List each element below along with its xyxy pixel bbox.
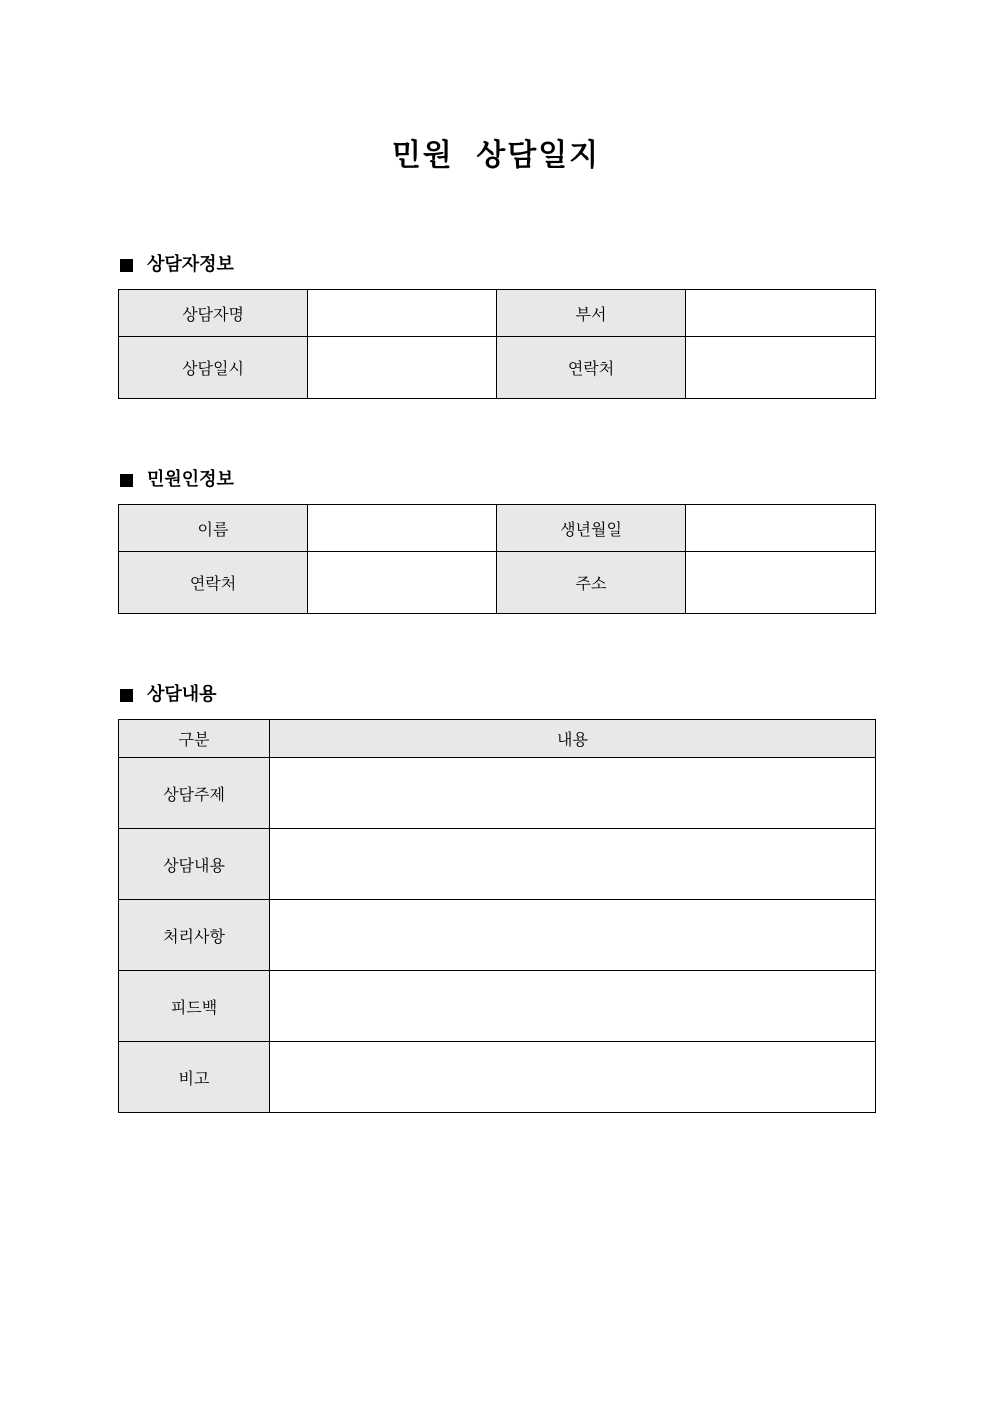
counsel-datetime-label: 상담일시 [119, 337, 308, 399]
table-row [119, 505, 876, 552]
table-row [119, 337, 876, 399]
counsel-datetime-field[interactable] [308, 337, 497, 399]
counselor-contact-label: 연락처 [497, 337, 686, 399]
table-row [119, 1042, 876, 1113]
table-row [119, 758, 876, 829]
section-heading-counselor [118, 253, 234, 277]
table-row [119, 552, 876, 614]
actions-label: 처리사항 [119, 900, 270, 971]
birthdate-label: 생년월일 [497, 505, 686, 552]
actions-field[interactable] [270, 900, 876, 971]
counselor-name-label: 상담자명 [119, 290, 308, 337]
name-label: 이름 [119, 505, 308, 552]
department-label: 부서 [497, 290, 686, 337]
details-label: 상담내용 [119, 829, 270, 900]
department-field[interactable] [686, 290, 876, 337]
column-header-category: 구분 [119, 720, 270, 758]
square-bullet-icon [120, 689, 133, 702]
remarks-label: 비고 [119, 1042, 270, 1113]
section-heading-complainant [118, 468, 234, 492]
feedback-field[interactable] [270, 971, 876, 1042]
counselor-contact-field[interactable] [686, 337, 876, 399]
counselor-name-field[interactable] [308, 290, 497, 337]
column-header-content: 내용 [270, 720, 876, 758]
table-row [119, 290, 876, 337]
square-bullet-icon [120, 259, 133, 272]
feedback-label: 피드백 [119, 971, 270, 1042]
complainant-contact-label: 연락처 [119, 552, 308, 614]
table-row [119, 829, 876, 900]
remarks-field[interactable] [270, 1042, 876, 1113]
square-bullet-icon [120, 474, 133, 487]
birthdate-field[interactable] [686, 505, 876, 552]
section-heading-content [118, 683, 217, 707]
details-field[interactable] [270, 829, 876, 900]
table-row [119, 900, 876, 971]
document-title: 민원 상담일지 [391, 138, 601, 173]
topic-field[interactable] [270, 758, 876, 829]
complainant-contact-field[interactable] [308, 552, 497, 614]
name-field[interactable] [308, 505, 497, 552]
section-heading-label: 민원인정보 [147, 469, 234, 490]
section-heading-label: 상담내용 [147, 684, 217, 705]
counsel-content-table [118, 719, 876, 1113]
topic-label: 상담주제 [119, 758, 270, 829]
section-heading-label: 상담자정보 [147, 254, 234, 275]
complainant-info-table [118, 504, 876, 614]
address-field[interactable] [686, 552, 876, 614]
address-label: 주소 [497, 552, 686, 614]
table-row [119, 971, 876, 1042]
table-header-row [119, 720, 876, 758]
counselor-info-table [118, 289, 876, 399]
